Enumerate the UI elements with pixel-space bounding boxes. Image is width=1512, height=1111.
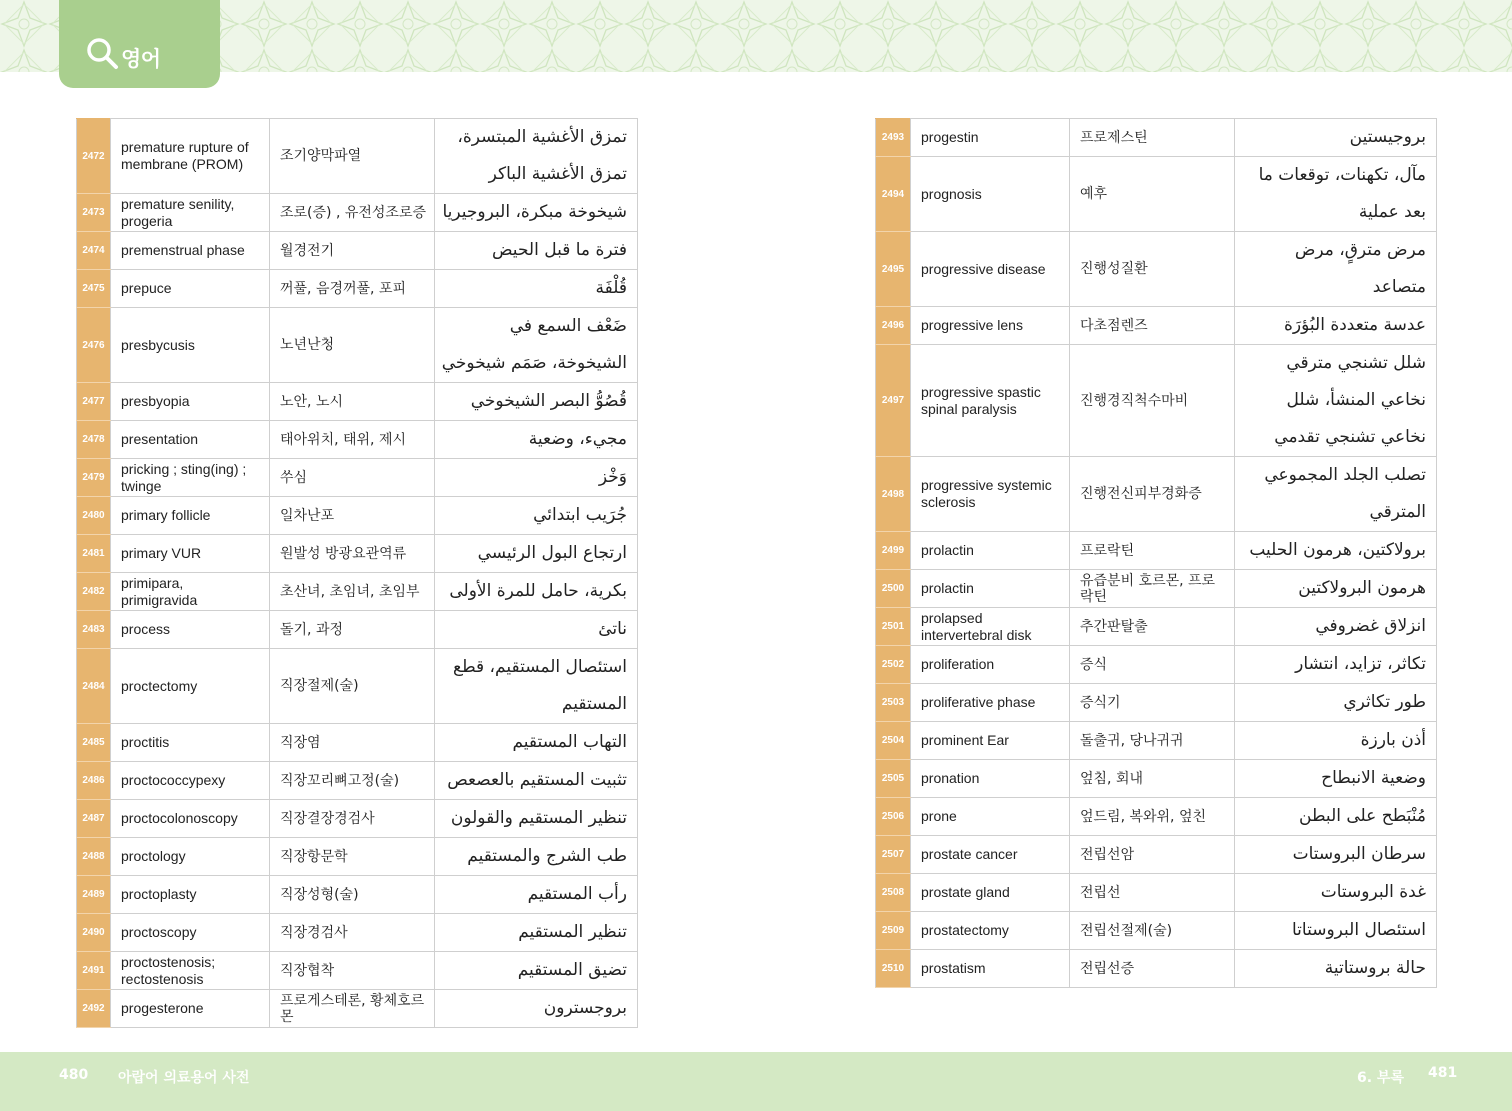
entry-number: 2486 <box>77 762 111 800</box>
arabic-term: استئصال البروستاتا <box>1235 912 1437 950</box>
arabic-term: قُصُوُّ البصر الشيخوخي <box>435 383 638 421</box>
arabic-term: مجيء، وضعية <box>435 421 638 459</box>
header-pattern <box>0 0 1512 72</box>
english-term: primary VUR <box>111 535 270 573</box>
english-term: presentation <box>111 421 270 459</box>
entry-row <box>876 457 1437 532</box>
arabic-term: تضيق المستقيم <box>435 952 638 990</box>
entry-row <box>876 722 1437 760</box>
entry-number: 2487 <box>77 800 111 838</box>
english-term: prepuce <box>111 270 270 308</box>
arabic-term: تمزق الأغشية المبتسرة، تمزق الأغشية الباكر <box>435 119 638 194</box>
entry-number: 2502 <box>876 646 911 684</box>
korean-term: 추간판탈출 <box>1070 608 1235 646</box>
entry-row <box>77 119 638 194</box>
arabic-term: ناتئ <box>435 611 638 649</box>
english-term: presbyopia <box>111 383 270 421</box>
korean-term: 예후 <box>1070 157 1235 232</box>
left-page-number: 480 <box>59 1067 89 1083</box>
entry-number: 2492 <box>77 990 111 1028</box>
arabic-term: بكرية، حامل للمرة الأولى <box>435 573 638 611</box>
entry-row <box>876 157 1437 232</box>
entry-row <box>77 800 638 838</box>
english-term: proctoplasty <box>111 876 270 914</box>
arabic-term: بروجسترون <box>435 990 638 1028</box>
entry-number: 2474 <box>77 232 111 270</box>
book-title: 아랍어 의료용어 사전 <box>118 1070 250 1086</box>
english-term: primipara, primigravida <box>111 573 270 611</box>
entry-row <box>876 532 1437 570</box>
korean-term: 직장경검사 <box>270 914 435 952</box>
entry-row <box>77 383 638 421</box>
arabic-term: أذن بارزة <box>1235 722 1437 760</box>
arabic-term: وضعية الانبطاح <box>1235 760 1437 798</box>
tab-label: 영어 <box>121 47 161 71</box>
korean-term: 직장협착 <box>270 952 435 990</box>
arabic-term: ارتجاع البول الرئيسي <box>435 535 638 573</box>
arabic-term: قُلْفَة <box>435 270 638 308</box>
english-term: progesterone <box>111 990 270 1028</box>
english-term: proctostenosis; rectostenosis <box>111 952 270 990</box>
english-term: premature rupture of membrane (PROM) <box>111 119 270 194</box>
korean-term: 직장절제(술) <box>270 649 435 724</box>
english-term: prostatism <box>911 950 1070 988</box>
english-term: progressive spastic spinal paralysis <box>911 345 1070 457</box>
entry-number: 2503 <box>876 684 911 722</box>
right-page-number: 481 <box>1428 1065 1458 1081</box>
entry-number: 2489 <box>77 876 111 914</box>
english-term: prolactin <box>911 570 1070 608</box>
entry-number: 2488 <box>77 838 111 876</box>
entry-row <box>77 308 638 383</box>
arabic-term: انزلاق غضروفي <box>1235 608 1437 646</box>
korean-term: 돌기, 과정 <box>270 611 435 649</box>
korean-term: 프로락틴 <box>1070 532 1235 570</box>
korean-term: 전립선절제(술) <box>1070 912 1235 950</box>
entry-number: 2508 <box>876 874 911 912</box>
entry-number: 2501 <box>876 608 911 646</box>
arabic-term: وَخْز <box>435 459 638 497</box>
entry-row <box>77 762 638 800</box>
korean-term: 노안, 노시 <box>270 383 435 421</box>
entry-row <box>876 950 1437 988</box>
entry-number: 2490 <box>77 914 111 952</box>
korean-term: 직장항문학 <box>270 838 435 876</box>
english-term: proctoscopy <box>111 914 270 952</box>
korean-term: 돌출귀, 당나귀귀 <box>1070 722 1235 760</box>
entry-number: 2495 <box>876 232 911 307</box>
arabic-term: تنظير المستقيم <box>435 914 638 952</box>
entry-row <box>77 649 638 724</box>
korean-term: 증식기 <box>1070 684 1235 722</box>
arabic-term: تصلب الجلد المجموعي المترقي <box>1235 457 1437 532</box>
entry-row <box>77 724 638 762</box>
entry-number: 2483 <box>77 611 111 649</box>
korean-term: 엎드림, 복와위, 엎친 <box>1070 798 1235 836</box>
arabic-term: غدة البروستات <box>1235 874 1437 912</box>
entry-number: 2478 <box>77 421 111 459</box>
korean-term: 쑤심 <box>270 459 435 497</box>
entry-row <box>876 798 1437 836</box>
entry-row <box>77 838 638 876</box>
arabic-term: سرطان البروستات <box>1235 836 1437 874</box>
entry-number: 2506 <box>876 798 911 836</box>
entry-number: 2498 <box>876 457 911 532</box>
arabic-term: تنظير المستقيم والقولون <box>435 800 638 838</box>
dictionary-table-right <box>875 118 1437 988</box>
english-term: process <box>111 611 270 649</box>
entry-number: 2493 <box>876 119 911 157</box>
arabic-term: بروجيستين <box>1235 119 1437 157</box>
entry-number: 2509 <box>876 912 911 950</box>
entry-row <box>876 570 1437 608</box>
english-term: primary follicle <box>111 497 270 535</box>
entry-number: 2475 <box>77 270 111 308</box>
korean-term: 조로(증) , 유전성조로증 <box>270 194 435 232</box>
entry-number: 2482 <box>77 573 111 611</box>
korean-term: 조기양막파열 <box>270 119 435 194</box>
arabic-term: التهاب المستقيم <box>435 724 638 762</box>
korean-term: 원발성 방광요관역류 <box>270 535 435 573</box>
korean-term: 진행경직척수마비 <box>1070 345 1235 457</box>
entry-row <box>876 836 1437 874</box>
entry-row <box>876 345 1437 457</box>
arabic-term: طور تكاثري <box>1235 684 1437 722</box>
section-label: 6. 부록 <box>1357 1070 1404 1086</box>
entry-number: 2485 <box>77 724 111 762</box>
entry-row <box>77 270 638 308</box>
entry-row <box>77 573 638 611</box>
entry-row <box>876 307 1437 345</box>
entry-number: 2480 <box>77 497 111 535</box>
entry-row <box>876 119 1437 157</box>
english-term: proctitis <box>111 724 270 762</box>
entry-number: 2479 <box>77 459 111 497</box>
entry-row <box>876 646 1437 684</box>
korean-term: 초산녀, 초임녀, 초임부 <box>270 573 435 611</box>
entry-row <box>77 990 638 1028</box>
korean-term: 꺼풀, 음경꺼풀, 포피 <box>270 270 435 308</box>
entry-number: 2497 <box>876 345 911 457</box>
korean-term: 유즙분비 호르몬, 프로락틴 <box>1070 570 1235 608</box>
english-term: presbycusis <box>111 308 270 383</box>
arabic-term: فترة ما قبل الحيض <box>435 232 638 270</box>
english-term: progestin <box>911 119 1070 157</box>
english-term: progressive lens <box>911 307 1070 345</box>
arabic-term: عدسة متعددة البُؤرَة <box>1235 307 1437 345</box>
arabic-term: تثبيت المستقيم بالعصعص <box>435 762 638 800</box>
english-term: prostatectomy <box>911 912 1070 950</box>
entry-number: 2481 <box>77 535 111 573</box>
entry-row <box>876 760 1437 798</box>
entry-number: 2499 <box>876 532 911 570</box>
korean-term: 프로게스테론, 황체호르몬 <box>270 990 435 1028</box>
arabic-term: ضَعْف السمع في الشيخوخة، صَمَم شيخوخي <box>435 308 638 383</box>
english-term: prominent Ear <box>911 722 1070 760</box>
korean-term: 프로제스틴 <box>1070 119 1235 157</box>
category-tab[interactable] <box>59 0 220 88</box>
korean-term: 직장결장경검사 <box>270 800 435 838</box>
entry-row <box>77 876 638 914</box>
entry-row <box>876 874 1437 912</box>
korean-term: 전립선암 <box>1070 836 1235 874</box>
korean-term: 직장꼬리뼈고정(술) <box>270 762 435 800</box>
entry-row <box>77 194 638 232</box>
entry-number: 2496 <box>876 307 911 345</box>
english-term: pronation <box>911 760 1070 798</box>
arabic-term: مآل، تكهنات، توقعات ما بعد عملية <box>1235 157 1437 232</box>
entry-number: 2510 <box>876 950 911 988</box>
english-term: proctectomy <box>111 649 270 724</box>
arabic-term: جُرَيب ابتدائي <box>435 497 638 535</box>
korean-term: 일차난포 <box>270 497 435 535</box>
entry-number: 2473 <box>77 194 111 232</box>
english-term: prostate cancer <box>911 836 1070 874</box>
entry-number: 2507 <box>876 836 911 874</box>
arabic-term: حالة بروستاتية <box>1235 950 1437 988</box>
entry-number: 2476 <box>77 308 111 383</box>
entry-number: 2484 <box>77 649 111 724</box>
entry-row <box>77 459 638 497</box>
entry-row <box>77 914 638 952</box>
english-term: proctology <box>111 838 270 876</box>
entry-row <box>876 684 1437 722</box>
korean-term: 진행전신피부경화증 <box>1070 457 1235 532</box>
entry-row <box>77 232 638 270</box>
arabic-term: شلل تشنجي مترقي نخاعي المنشأ، شلل نخاعي تشنجي تقدمي <box>1235 345 1437 457</box>
english-term: proctococcypexy <box>111 762 270 800</box>
korean-term: 직장염 <box>270 724 435 762</box>
entry-row <box>876 912 1437 950</box>
arabic-term: رأب المستقيم <box>435 876 638 914</box>
entry-number: 2504 <box>876 722 911 760</box>
entry-number: 2472 <box>77 119 111 194</box>
arabic-term: مرض مترقٍ، مرض متصاعد <box>1235 232 1437 307</box>
entry-number: 2494 <box>876 157 911 232</box>
entry-row <box>77 611 638 649</box>
english-term: pricking ; sting(ing) ; twinge <box>111 459 270 497</box>
arabic-term: استئصال المستقيم، قطع المستقيم <box>435 649 638 724</box>
arabic-term: هرمون البرولاكتين <box>1235 570 1437 608</box>
entry-row <box>77 952 638 990</box>
english-term: proliferative phase <box>911 684 1070 722</box>
entry-number: 2505 <box>876 760 911 798</box>
entry-number: 2477 <box>77 383 111 421</box>
page-footer <box>0 1052 1512 1111</box>
search-icon <box>85 36 121 72</box>
english-term: proliferation <box>911 646 1070 684</box>
korean-term: 증식 <box>1070 646 1235 684</box>
korean-term: 월경전기 <box>270 232 435 270</box>
english-term: proctocolonoscopy <box>111 800 270 838</box>
korean-term: 직장성형(술) <box>270 876 435 914</box>
english-term: prostate gland <box>911 874 1070 912</box>
entry-row <box>77 421 638 459</box>
korean-term: 전립선 <box>1070 874 1235 912</box>
entry-row <box>77 535 638 573</box>
english-term: prognosis <box>911 157 1070 232</box>
entry-row <box>876 232 1437 307</box>
entry-row <box>77 497 638 535</box>
korean-term: 진행성질환 <box>1070 232 1235 307</box>
english-term: premature senility, progeria <box>111 194 270 232</box>
arabic-term: مُنْبَطح على البطن <box>1235 798 1437 836</box>
english-term: premenstrual phase <box>111 232 270 270</box>
korean-term: 노년난청 <box>270 308 435 383</box>
korean-term: 다초점렌즈 <box>1070 307 1235 345</box>
korean-term: 엎침, 회내 <box>1070 760 1235 798</box>
english-term: prone <box>911 798 1070 836</box>
arabic-term: تكاثر، تزايد، انتشار <box>1235 646 1437 684</box>
entry-number: 2500 <box>876 570 911 608</box>
english-term: progressive disease <box>911 232 1070 307</box>
english-term: prolactin <box>911 532 1070 570</box>
english-term: progressive systemic sclerosis <box>911 457 1070 532</box>
arabic-term: برولاكتين، هرمون الحليب <box>1235 532 1437 570</box>
arabic-term: طب الشرج والمستقيم <box>435 838 638 876</box>
dictionary-table-left <box>76 118 638 1028</box>
entry-row <box>876 608 1437 646</box>
arabic-term: شيخوخة مبكرة، البروجيريا <box>435 194 638 232</box>
entry-number: 2491 <box>77 952 111 990</box>
korean-term: 전립선증 <box>1070 950 1235 988</box>
english-term: prolapsed intervertebral disk <box>911 608 1070 646</box>
korean-term: 태아위치, 태위, 제시 <box>270 421 435 459</box>
